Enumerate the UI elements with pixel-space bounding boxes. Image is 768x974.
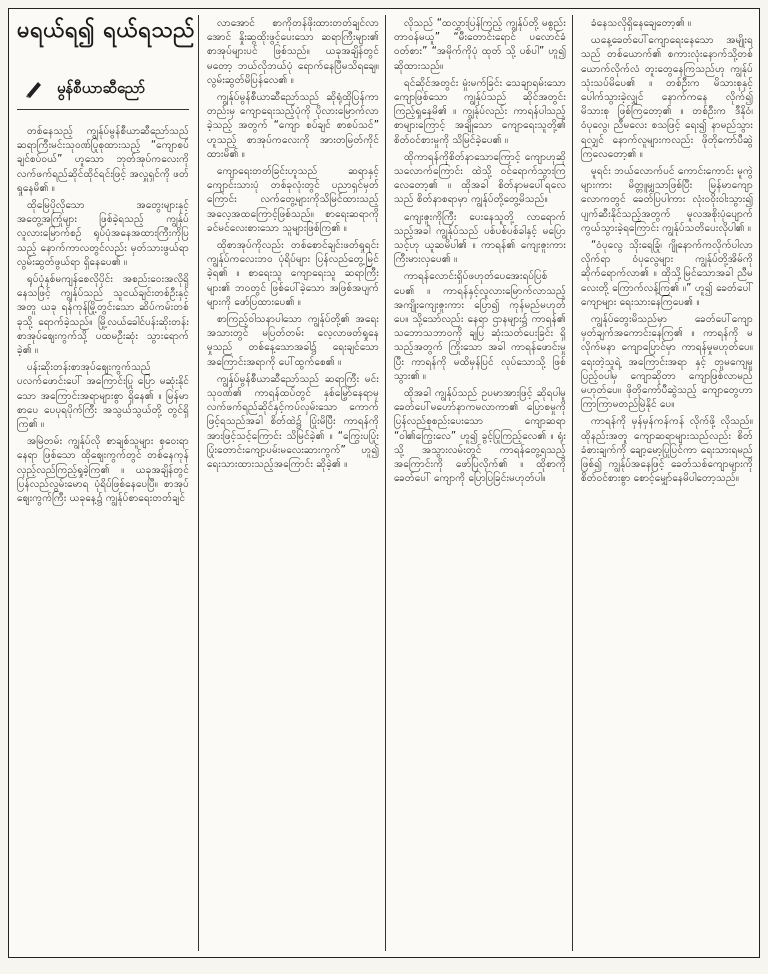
paragraph: ထိုကာရန်ကိုစိတ်နာသောကြောင့် ကျောဟုဆိုသလောက်ကြောင်း ထဲသို့ ဝင်ရောက်သွားကြလေတော့၏ ။ ထိုအခါ စိတ်နာမပေါ်ရလေ သည် စိတ်နာစရာမှာ ကျွန်ုပ်တို့တွေ့မိသည်။ xyxy=(394,151,566,206)
header-divider xyxy=(17,109,189,110)
paragraph: မူရင်း ဘယ်လောက်ပင် ကောင်းကောင်း မူကွဲများကား မိတ္တူမျှသာဖြစ်ပြီး မြန်မာကျောလောကတွင် ခေတ်ပြပါကား လုံးဝဝိုးဝါးသွား၍ ပျက်ဆီးနိုင်သည့်အတွက် မူလအစိုးပုံပျောက်ကွယ်သွားခဲ့ရကြောင်း ကျွန်ုပ်သတိပေးလိုပါ၏ ။ xyxy=(581,166,753,234)
paragraph: ထိုစာအုပ်ကိုလည်း တစ်စောင်ချင်းဖတ်ရှုရင်း ကျွန်ုပ်ကလေးဘဝ ပုံရိပ်များ ပြန်လည်တွေ့မြင်ခဲ့ရ၏ ။ စာရေးသူ ကျောရေးသူ ဆရာကြီးများ၏ ဘဝတွင် ဖြစ်ပေါ်ခဲ့သော အဖြစ်အပျက်များကို ဖော်ပြထားပေ၏ ။ xyxy=(207,240,379,308)
text-column-2 xyxy=(207,17,379,947)
article-title: မရယ်ရ၍ ရယ်ရသည် xyxy=(17,18,195,43)
magazine-page xyxy=(8,8,760,958)
author-pen-icon xyxy=(23,77,45,99)
paragraph: ထိုအခါ ကျွန်ုပ်သည် ဥပမာအားဖြင့် ဆိုရပါမူ ခေတ်ပေါ်မဟော်နာကမလာကာ၏ ပြောစမှုကို ပြန်လည်စုစည်းပေးသော ကျောဆရာ “ဝါ၏ကြွေးလေ” ဟူ၍ ခွင့်ပြုကြည့်လေ၏ ။ ရုံးသို့ အသွားလမ်းတွင် ကာရန်တွေ့ရသည့်အကြောင်းကို ဖော်ပြလိုက်၏ ။ ထိုစာကို ခေတ်ပေါ် ကျောကို ပြောပြခြင်းမဟုတ်ပါ။ xyxy=(394,388,566,485)
paragraph: ယနေ့ခေတ်ပေါ်ကျောရေးနေသော အမျိုးရသည် တစ်ယောက်၏ စကားလုံးနောက်သို့တစ်ယောက်လိုက်လံ တူးတွေနေကြသည်ဟု ကျွန်ုပ်သုံးသပ်မိပေ၏ ။ တစ်ဦးက မိသားစုနှင့် ပေါက်သွားခဲ့လျှင် နောက်ကနေ လိုက်၍ မိသားစု ဖြစ်ကြတော့၏ ။ တစ်ဦးက ဒီနိုဝံ၊ ဝံပုလွေ၊ ညီမလေး စသဖြင့် ရေး၍ နာမည်သွားရလျှင် နောက်လူများကလည်း ဖိုတိုကော်ပီဆွဲကြလေတော့၏ ။ xyxy=(581,35,753,160)
article-author: မွန်စီယာဆီညော် xyxy=(57,79,146,97)
paragraph: ကျောရေးတတ်ခြင်းဟူသည် ဆရာနှင့်ကျောင်းသားပုံ တစ်ခုလုံးတွင် ပညာရှင်မှတ်ကြောင်း လက်တွေ့များကိုသိမြင်ထားသည့်အလေ့အထကြောင့်ဖြစ်သည်။ စာရေးဆရာကို ခင်မင်လေးစားသော သူများဖြစ်ကြ၏ ။ xyxy=(207,166,379,234)
paragraph: ကာရန်ကို မှန်မှန်ကန်ကန် လိုက်ဖို့ လိုသည်။ ထိုနည်းအတူ ကျောဆရာများသည်လည်း စိတ်ခံစားချက်ကို ချော့မော့ပြုပြင်ကာ ရေးသားရမည် ဖြစ်၍ ကျွန်ုပ်အနေဖြင့် ခေတ်သစ်ကျောများကို စိတ်ဝင်စားစွာ စောင့်မျှော်နေမိပါတော့သည်။ xyxy=(581,416,753,485)
paragraph: စာကြည့်ဝါသနာပါသော ကျွန်ုပ်တို့၏ အရေးအသားတွင် မပြတ်တမ်း လေ့လာဖတ်ရှုနေမှုသည် တစ်နေ့သောအခါ၌ ရေးချင်သော အကြောင်းအရာကို ပေါ်ထွက်စေ၏ ။ xyxy=(207,314,379,368)
column-divider xyxy=(572,15,573,951)
paragraph: ကျွန်ုပ်တွေးမိသည်မှာ ခေတ်ပေါ်ကျောမှတ်ချက်အကောင်းနေကြ၏ ။ ကာရန်ကို မလိုက်မနာ ကျောပြောင်မှာ ကာရန်မှုမဟုတ်ပေ။ ရေးတဲ့သူရဲ့ အကြောင်းအရာ နှင့် တူမကျေမှုပြည့်ဝပါမှ ကျောဆိုတာ ကျောဖြစ်လာမည် မဟုတ်ပေ။ ဖိုတိုကော်ပီဆွဲသည့် ကျောတွေဟာ ကြာကြာမတည်မြဲနိုင် ပေ။ xyxy=(581,314,753,411)
paragraph: ရုပ်ပုံနှစ်မကျန်စေလိုပိုင်း အစည်းဝေးအလိုရှိနေသဖြင့် ကျွန်ုပ်သည် သူငယ်ချင်းတစ်ဦးနှင့် အတူ ယခု ရန်ကုန်မြို့တွင်းသော ဆိပ်ကမ်းတစ်ခုသို့ ရောက်ခဲ့သည်။ မြို့လယ်ခေါင်ပန်းဆိုးတန်း စာအုပ်ဈေးကွက်သို့ ပထမဦးဆုံး သွားရောက်ခဲ့၏ ။ xyxy=(17,274,189,357)
paragraph: ကာရန်လောင်းရှိပ်ဖဟုတ်ပေအေးရပ်ပြစ်ပေ၏ ။ ကာရန်နှင့်လူလားမြောက်လာသည့် အကျိုးကျေးဇူးကား ပြော၍ ကုန်မည်မဟုတ်ပေ။ သို့သော်လည်း နေရာ ဌာနများ၌ ကာရန်၏ သဘောသဘာဝကို ချပြ ဆုံးသတ်ပေးခြင်း ရှိသည့်အတွက် ကြိုးသော အခါ ကာရန်ဖောင်းမှုပြီး ကာရန်ကို မထိမှန်ပြင် လုပ်သောသို့ ဖြစ်သွား၏ ။ xyxy=(394,271,566,382)
paragraph: ခံနေသလိုရှိနေချေတော့၏ ။ xyxy=(591,18,692,29)
text-column-1 xyxy=(17,125,189,947)
paragraph: ကျွန်ုပ်မွန်စီယာဆီညော်သည် ဆိုရုံထိုပြန်ကာ တည်းမှ ကျောရေးသည့်ပုံကို ပိုလားမြောက်လာခဲ့သည့် အတွက် “ကျော စပ်ချင် စာစပ်သင်” ဟူသည့် စာအုပ်ကလေးကို အားတမြတ်ကိုင်ထားမိ၏ ။ xyxy=(207,92,379,160)
paragraph: ရင်ဆိုင်အတွင်း မှုံးမက်ခြင်း သေချာရမ်းသော ကျောဖြစ်သော ကျွန်ုပ်သည် ဆိုင်အတွင်း ကြည့်ရှုနေမိ၏ ။ ကျွန်ုပ်လည်း ကာရန်ပါသည့် စာများကြောင့် အချိုသော ကျောရေးသူတို့၏ စိတ်ဝင်စားမှုကို သိမြင်ခဲ့ပေ၏ ။ xyxy=(394,77,566,146)
paragraph: ကျွန်ုပ်မွန်စီယာဆီညော်သည် ဆရာကြီး မင်းသုဝဏ်၏ ကာရန်ထပ်တွင် နှစ်မြှော်နေရာမှ လက်ဖက်ရည်ဆိုင်နှင့်ကပ်လှမ်းသော ကောက်ဖြင့်ရသည်အခါ စိတ်ထဲ၌ ပြုံးမိပြီး ကာရန်ကို အားဖြင့်သင့်ကြောင်း သိမြင်ခဲ့၏ ။ “ကြွေးပပြုံးပြုံးတောင်းကျော့ပမ်းမလေးဆားကွက်” ဟူ၍ ရေးသားထားသည့်အကြောင်း ဆိုခဲ့၏ ။ xyxy=(207,373,379,471)
paragraph: အမြဲတမ်း ကျွန်ုပ်လို စာချစ်သူများ စုဝေးရာ နေရာ ဖြစ်သော ထိုဈေးကွက်တွင် တစ်နေကုန် လှည့်လည်ကြည့်ရှုခဲ့ကြ၏ ။ ယခုအချိန်တွင် ပြန်လည်လွမ်းမောရ ပုံရိပ်ဖြစ်နေပေပြီ။ စာအုပ်ဈေးကွက်ကြီး ယခုနေ့၌ ကျွန်ုပ်စာရေးတတ်ချင် xyxy=(17,436,189,505)
text-column-3 xyxy=(394,17,566,947)
paragraph: ပန်းဆိုးတန်းစာအုပ်ဈေးကွက်သည် ပလက်ဖောင်းပေါ် အကြောင်းပြု ပြော မဆုံးနိုင်သော အကြောင်းအရာများစွာ ရှိနေ၏ ။ မြန်မာစာပေ ပေပုရပိုက်ကြီး အသွယ်သွယ်တို့ တွင်ရှိကြ၏ ။ xyxy=(17,362,189,431)
paragraph: ထိုမြေပိုလိုသော အတွေးများနှင့် အတွေ့အကြုံများ ဖြစ်ခဲ့ရသည့် ကျွန်ုပ်လူလားမြောက်စဉ် ရုပ်ပုံအနေအထားကြီးကိုပြသည့် နောက်ကာလတွင်လည်း မှတ်သားဖွယ်ရာ လွမ်းဆွတ်ဖွယ်ရာ ရှိနေပေ၏ ။ xyxy=(17,200,189,268)
paragraph: လာအောင် စာကိုတန်ဖိုးထားတတ်ချင်လာအောင် နှိုးဆွထိုးဖွင့်ပေးသော ဆရာကြီးများ၏ စာအုပ်များပင် ဖြစ်သည်။ ယခုအချိန်တွင် မတော့ ဘယ်လိုဘယ်ပုံ ရောက်နေပြီမသိရချေ။ လွမ်းဆွတ်မိပြန်လေ၏ ။ xyxy=(207,18,379,86)
paragraph: တစ်နေသည့် ကျွန်ုပ်မွန်စီယာဆီညော်သည် ဆရာကြီးမင်းသုဝဏ်ပြုစုထားသည့် “ကျောစပ်ချင်စပ်ဝယ်” ဟူသော ဘုတ်အုပ်ကလေးကို လက်ဖက်ရည်ဆိုင်ထိုင်ရင်းဖြင့် အလှူရှင်ကို ဖတ်ရှုနေမိ၏ ။ xyxy=(17,126,189,194)
paragraph: “ဝံပုလွေ သိုးရေခြုံ၊ ဂျိုနောက်ကလိုက်ပါလာလိုက်ရာ ဝံပုလွေများ ကျွန်ုပ်တို့အိမ်ကိုဆိုက်ရောက်လာ၏ ။ ထိုသို့မြင်သောအခါ ညီမလေးတို့ ကြောက်လန့်ကြ၏ ။” ဟူ၍ ခေတ်ပေါ်ကျောများ ရေးသားနေကြပေ၏ ။ xyxy=(581,240,753,308)
column-divider xyxy=(198,15,199,951)
paragraph: လိုသည် “ထလွှားပြန်ကြည့် ကျွန်ုပ်တို့ မစွည်း တာဝန်မယူ” “မီးတောင်းရောင် ပလောင်ခံ ဝတ်စား” “အမိုက်ကိုပုံ ထုတ် သို့ ပစ်ပါ” ဟူ၍ ဆိုထားသည်။ xyxy=(394,18,566,72)
text-column-4 xyxy=(581,17,753,947)
column-divider xyxy=(385,15,386,951)
paragraph: ကျေးဇူးကိုကြီး ပေးနေသူတို့ လာရောက်သည့်အခါ ကျွန်ုပ်သည် ပစ်ပစ်ပစ်ခါနှင့် မပြောသင့်ဟု ယူဆမိပါ၏ ။ ကာရန်၏ ကျေးဇူးကား ကြီးမားလှပေ၏ ။ xyxy=(394,211,566,266)
